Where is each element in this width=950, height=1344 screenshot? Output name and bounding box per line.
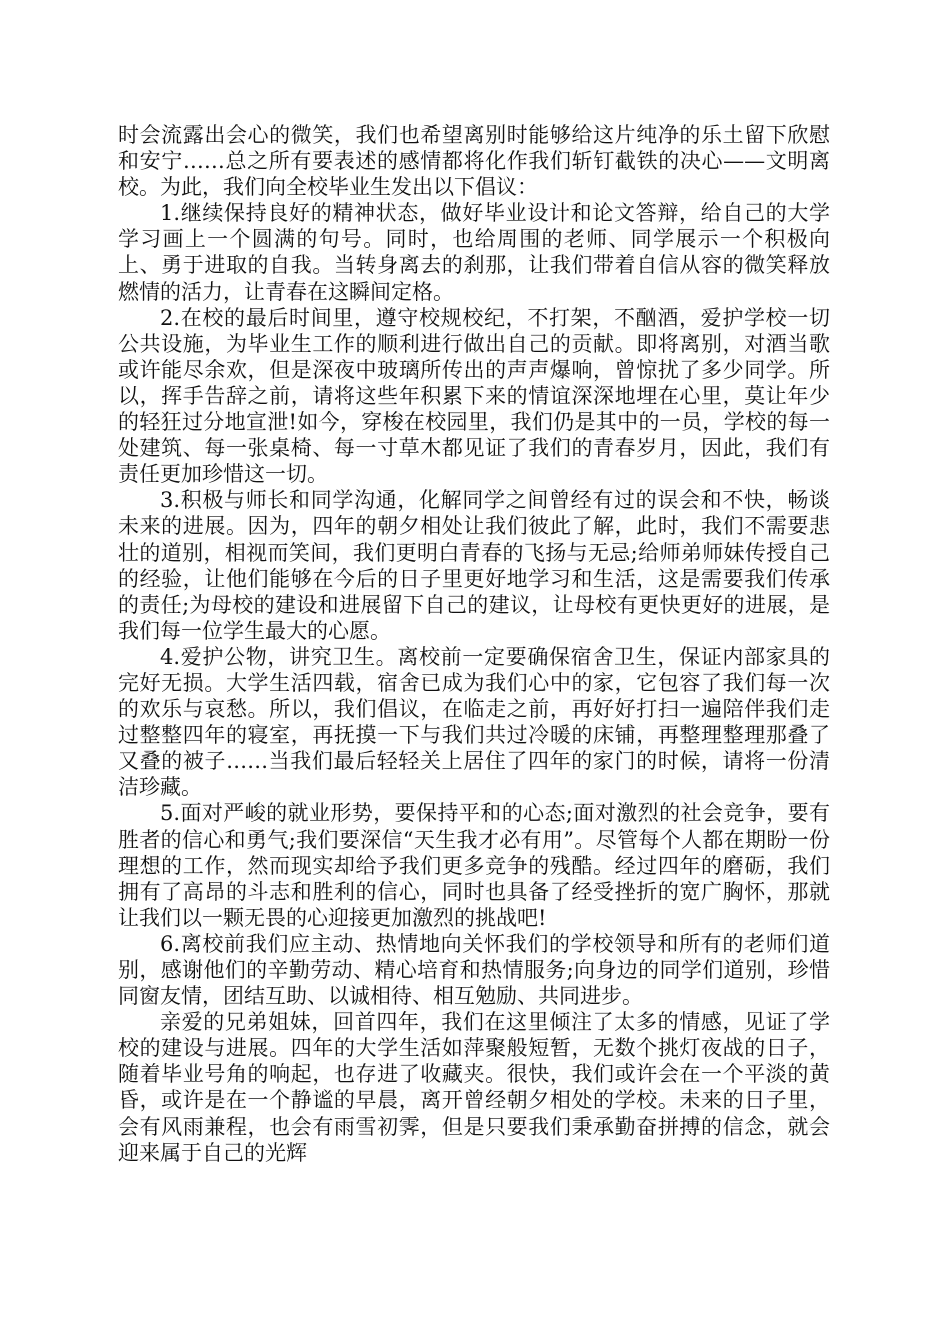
paragraph-intro: 时会流露出会心的微笑，我们也希望离别时能够给这片纯净的乐土留下欣慰和安宁……总之所有要表述的感情都将化作我们斩钉截铁的决心——文明离校。为此，我们向全校毕业生发出以下倡议： bbox=[118, 123, 830, 200]
paragraph-item-4: 4.爱护公物，讲究卫生。离校前一定要确保宿舍卫生，保证内部家具的完好无损。大学生活四载，宿舍已成为我们心中的家，它包容了我们每一次的欢乐与哀愁。所以，我们倡议，在临走之前，再好好打扫一遍陪伴我们走过整整四年的寝室，再抚摸一下与我们共过冷暖的床铺，再整理整理那叠了又叠的被子……当我们最后轻轻关上居住了四年的家门的时候，请将一份清洁珍藏。 bbox=[118, 644, 830, 800]
paragraph-item-6: 6.离校前我们应主动、热情地向关怀我们的学校领导和所有的老师们道别，感谢他们的辛勤劳动、精心培育和热情服务;向身边的同学们道别，珍惜同窗友情，团结互助、以诚相待、相互勉励、共同进步。 bbox=[118, 931, 830, 1009]
paragraph-item-3: 3.积极与师长和同学沟通，化解同学之间曾经有过的误会和不快，畅谈未来的进展。因为，四年的朝夕相处让我们彼此了解，此时，我们不需要悲壮的道别，相视而笑间，我们更明白青春的飞扬与无忌;给师弟师妹传授自己的经验，让他们能够在今后的日子里更好地学习和生活，这是需要我们传承的责任;为母校的建设和进展留下自己的建议，让母校有更快更好的进展，是我们每一位学生最大的心愿。 bbox=[118, 488, 830, 643]
paragraph-item-2: 2.在校的最后时间里，遵守校规校纪，不打架，不酗酒，爱护学校一切公共设施，为毕业生工作的顺利进行做出自己的贡献。即将离别，对酒当歌或许能尽余欢，但是深夜中玻璃所传出的声声爆响，曾惊扰了多少同学。所以，挥手告辞之前，请将这些年积累下来的情谊深深地埋在心里，莫让年少的轻狂过分地宣泄!如今，穿梭在校园里，我们仍是其中的一员，学校的每一处建筑、每一张桌椅、每一寸草木都见证了我们的青春岁月，因此，我们有责任更加珍惜这一切。 bbox=[118, 305, 830, 487]
paragraph-item-1: 1.继续保持良好的精神状态，做好毕业设计和论文答辩，给自己的大学学习画上一个圆满的句号。同时，也给周围的老师、同学展示一个积极向上、勇于进取的自我。当转身离去的刹那，让我们带着自信从容的微笑释放燃情的活力，让青春在这瞬间定格。 bbox=[118, 201, 830, 304]
document-body bbox=[118, 122, 830, 1166]
paragraph-closing: 亲爱的兄弟姐妹，回首四年，我们在这里倾注了太多的情感，见证了学校的建设与进展。四年的大学生活如萍聚般短暂，无数个挑灯夜战的日子，随着毕业号角的响起，也存进了收藏夹。很快，我们或许会在一个平淡的黄昏，或许是在一个静谧的早晨，离开曾经朝夕相处的学校。未来的日子里，会有风雨兼程，也会有雨雪初霁，但是只要我们秉承勤奋拼搏的信念，就会迎来属于自己的光辉 bbox=[118, 1010, 830, 1165]
paragraph-item-5: 5.面对严峻的就业形势，要保持平和的心态;面对激烈的社会竞争，要有胜者的信心和勇气;我们要深信“天生我才必有用”。尽管每个人都在期盼一份理想的工作，然而现实却给予我们更多竞争的残酷。经过四年的磨砺，我们拥有了高昂的斗志和胜利的信心，同时也具备了经受挫折的宽广胸怀，那就让我们以一颗无畏的心迎接更加激烈的挑战吧! bbox=[118, 801, 830, 930]
